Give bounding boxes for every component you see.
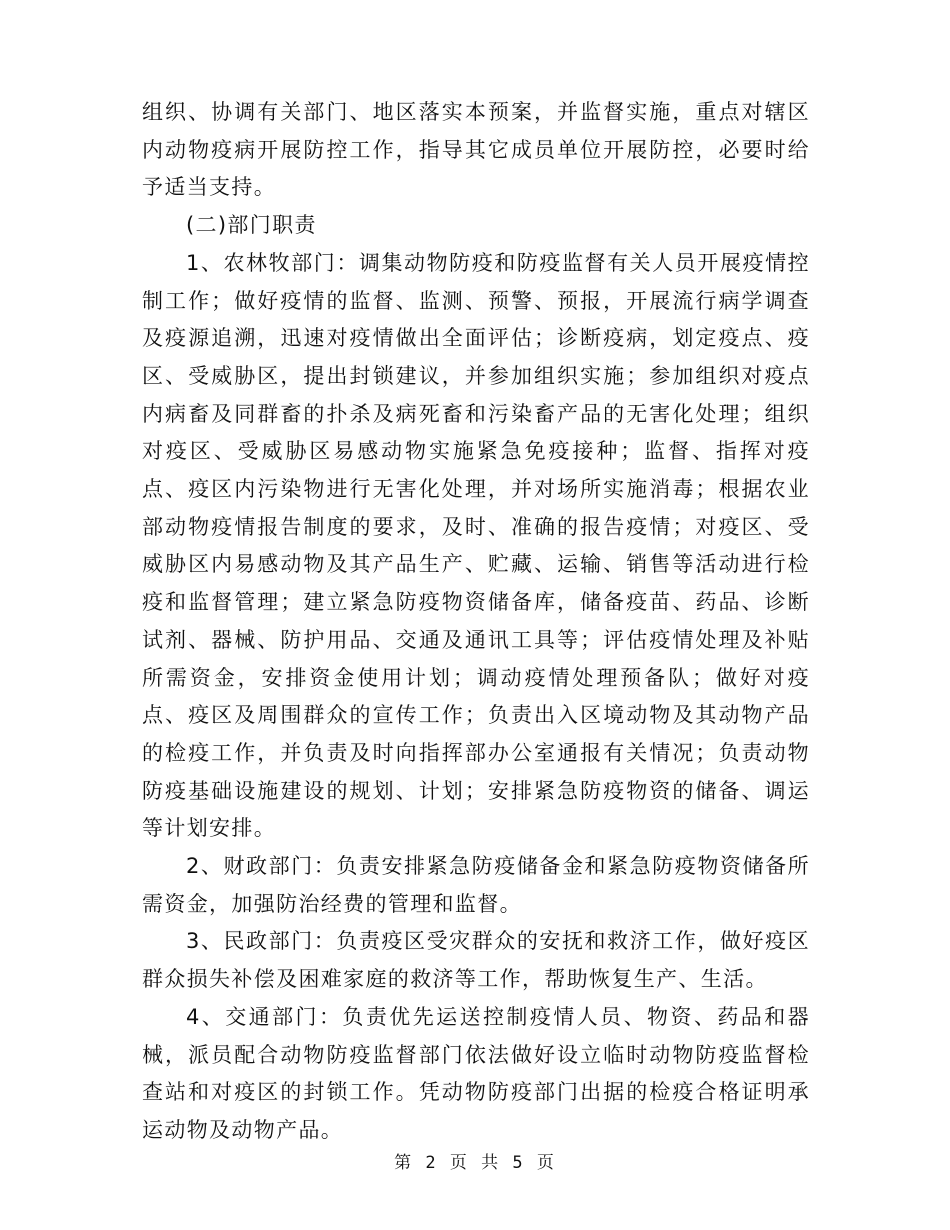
section-heading: (二)部门职责	[186, 213, 317, 238]
page-number-footer: 第 2 页 共 5 页	[394, 1153, 556, 1173]
paragraph-transport: 4、交通部门：负责优先运送控制疫情人员、物资、药品和器械，派员配合动物防疫监督部门依法做好设立临时动物防疫监督检查站和对疫区的封锁工作。凭动物防疫部门出据的检疫合格证明承运动物及动物产品。	[142, 1004, 810, 1142]
paragraph-agriculture: 1、农林牧部门：调集动物防疫和防疫监督有关人员开展疫情控制工作；做好疫情的监督、监测、预警、预报，开展流行病学调查及疫源追溯，迅速对疫情做出全面评估；诊断疫病，划定疫点、疫区、受威胁区，提出封锁建议，并参加组织实施；参加组织对疫点内病畜及同群畜的扑杀及病死畜和污染畜产品的无害化处理；组织对疫区、受威胁区易感动物实施紧急免疫接种；监督、指挥对疫点、疫区内污染物进行无害化处理，并对场所实施消毒；根据农业部动物疫情报告制度的要求，及时、准确的报告疫情；对疫区、受威胁区内易感动物及其产品生产、贮藏、运输、销售等活动进行检疫和监督管理；建立紧急防疫物资储备库，储备疫苗、药品、诊断试剂、器械、防护用品、交通及通讯工具等；评估疫情处理及补贴所需资金，安排资金使用计划；调动疫情处理预备队；做好对疫点、疫区及周围群众的宣传工作；负责出入区境动物及其动物产品的检疫工作，并负责及时向指挥部办公室通报有关情况；负责动物防疫基础设施建设的规划、计划；安排紧急防疫物资的储备、调运等计划安排。	[142, 250, 810, 841]
paragraph-civil-affairs: 3、民政部门：负责疫区受灾群众的安抚和救济工作，做好疫区群众损失补偿及困难家庭的救济等工作，帮助恢复生产、生活。	[142, 929, 810, 992]
paragraph-finance: 2、财政部门：负责安排紧急防疫储备金和紧急防疫物资储备所需资金，加强防治经费的管理和监督。	[142, 854, 810, 916]
paragraph-continuation: 组织、协调有关部门、地区落实本预案，并监督实施，重点对辖区内动物疫病开展防控工作，指导其它成员单位开展防控，必要时给予适当支持。	[142, 100, 810, 200]
document-body	[142, 94, 810, 1150]
